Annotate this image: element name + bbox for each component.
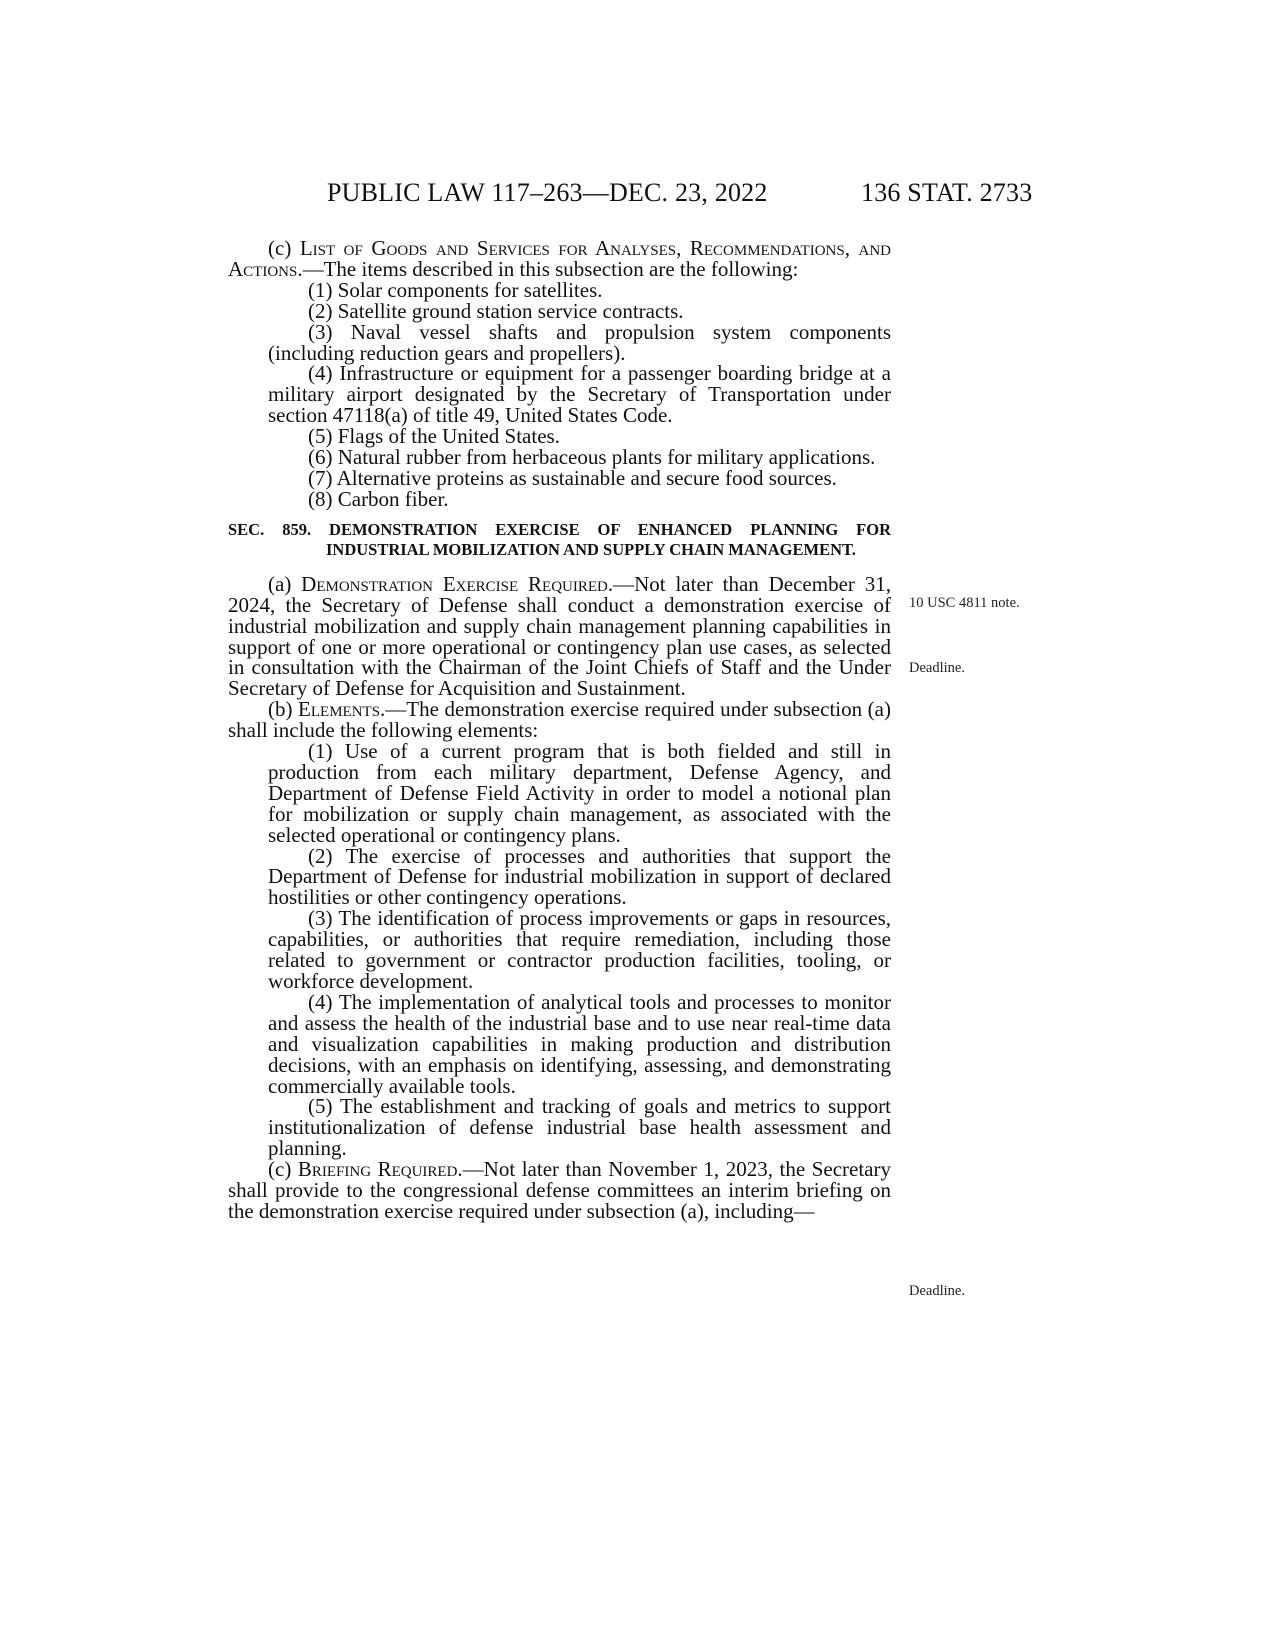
list-item: (1) Solar components for satellites. xyxy=(308,277,603,302)
list-item: (6) Natural rubber from herbaceous plants for military applications. xyxy=(308,445,876,470)
margin-note-deadline: Deadline. xyxy=(909,660,965,676)
subsection-heading: Briefing Required. xyxy=(297,1157,463,1182)
running-head-title: PUBLIC LAW 117–263—DEC. 23, 2022 xyxy=(327,178,768,207)
list-item: (5) Flags of the United States. xyxy=(308,424,560,449)
list-item: (5) The establishment and tracking of goals and metrics to support institutionalization of defense industrial base health assessment and planning. xyxy=(268,1094,891,1161)
subsection-heading: Elements. xyxy=(298,697,386,722)
list-item: (3) Naval vessel shafts and propulsion system components (including reduction gears and propellers). xyxy=(268,319,891,365)
list-item: (3) The identification of process improvements or gaps in resources, capabilities, or authorities that require remediation, including those related to government or contractor production facilities, tooling, or workforce development. xyxy=(268,906,891,993)
list-item: (4) The implementation of analytical tools and processes to monitor and assess the health of the industrial base and to use near real-time data and visualization capabilities in making production and distribution decisions, with an emphasis on identifying, assessing, and demonstrating commercially available tools. xyxy=(268,989,891,1098)
list-item: (2) The exercise of processes and authorities that support the Department of Defense for industrial mobilization in support of declared hostilities or other contingency operations. xyxy=(268,843,891,910)
subsection-c-list-intro: (c) List of Goods and Services for Analyses, Recommendations, and Actions.—The items described in this subsection are the following: xyxy=(228,236,891,281)
subsection-c-briefing: (c) Briefing Required.—Not later than November 1, 2023, the Secretary shall provide to the congressional defense committees an interim briefing on the demonstration exercise required under subsection (a), including— xyxy=(228,1157,891,1223)
margin-note-deadline: Deadline. xyxy=(909,1283,965,1299)
subsection-heading: List of Goods and Services for Analyses, Recommendations, and Actions. xyxy=(228,236,891,281)
running-head xyxy=(0,178,1275,218)
margin-note-usc: 10 USC 4811 note. xyxy=(909,595,1020,611)
statute-page-number: 136 STAT. 2733 xyxy=(861,178,1033,207)
section-heading: SEC. 859. DEMONSTRATION EXERCISE OF ENHANCED PLANNING FOR INDUSTRIAL MOBILIZATION AND SUPPLY CHAIN MANAGEMENT. xyxy=(228,519,891,559)
list-item: (1) Use of a current program that is both fielded and still in production from each military department, Defense Agency, and Department of Defense Field Activity in order to model a notional plan for mobilization or supply chain management, as associated with the selected operational or contingency plans. xyxy=(268,739,891,847)
list-item: (8) Carbon fiber. xyxy=(308,486,449,511)
subsection-a: (a) Demonstration Exercise Required.—Not later than December 31, 2024, the Secretary of Defense shall conduct a demonstration exercise of industrial mobilization and supply chain management planning capabilities in support of one or more operational or contingency plan use cases, as selected in consultation with the Chairman of the Joint Chiefs of Staff and the Under Secretary of Defense for Acquisition and Sustainment. xyxy=(228,571,891,701)
list-item: (2) Satellite ground station service contracts. xyxy=(308,298,684,323)
document-body xyxy=(228,238,891,1222)
list-item: (4) Infrastructure or equipment for a passenger boarding bridge at a military airport designated by the Secretary of Transportation under section 47118(a) of title 49, United States Code. xyxy=(268,361,891,428)
list-item: (7) Alternative proteins as sustainable and secure food sources. xyxy=(308,465,837,490)
subsection-b: (b) Elements.—The demonstration exercise required under subsection (a) shall include the following elements: xyxy=(228,697,891,743)
subsection-heading: Demonstration Exercise Required. xyxy=(301,571,614,596)
